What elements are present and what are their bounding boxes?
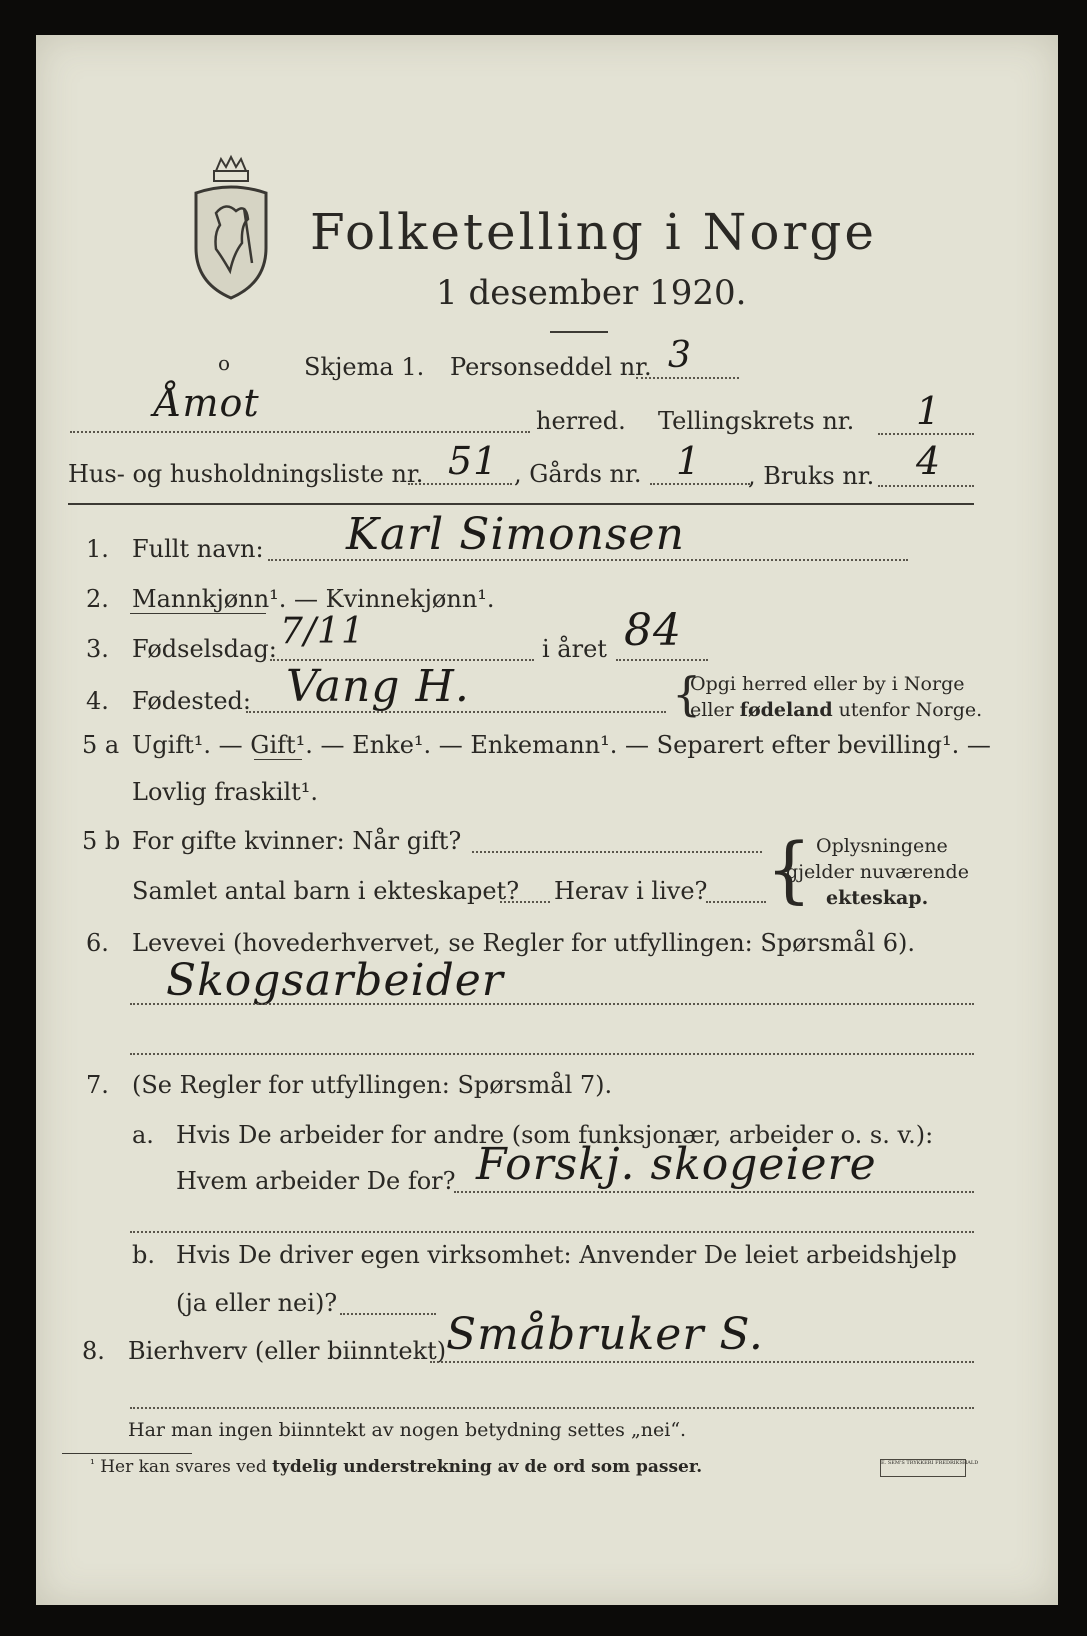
herred-label: herred.	[536, 407, 626, 435]
q7b-letter: b.	[132, 1241, 155, 1269]
q5b-note3: ekteskap.	[826, 887, 929, 909]
q5b-children-dots	[500, 901, 550, 903]
birthplace-value: Vang H.	[286, 661, 470, 712]
q7a-dots-1	[454, 1191, 974, 1193]
q8-dots-2	[130, 1407, 974, 1409]
footer-note: Har man ingen biinntekt av nogen betydning settes „nei“.	[128, 1419, 687, 1441]
q7a-dots-2	[130, 1231, 974, 1233]
footnote: $^{^1}$ Her kan svares ved tydelig understrekning av de ord som passer.	[90, 1457, 703, 1477]
q7a-line1: Hvis De arbeider for andre (som funksjonær, arbeider o. s. v.):	[176, 1121, 934, 1149]
q1-label: Fullt navn:	[132, 535, 264, 563]
gards-value: 1	[676, 439, 702, 483]
q5b-when-dots	[472, 851, 762, 853]
form-date: 1 desember 1920.	[436, 273, 747, 313]
gender-options: Mannkjønn¹. — Kvinnekjønn¹.	[132, 585, 495, 613]
bruks-label: , Bruks nr.	[748, 462, 875, 490]
tellingskrets-label: Tellingskrets nr.	[658, 407, 855, 435]
q7b-line2: (ja eller nei)?	[176, 1289, 338, 1317]
q5b-alive-dots	[706, 901, 766, 903]
q6-dots-2	[130, 1053, 974, 1055]
census-form-page	[36, 35, 1058, 1605]
q7-label: (Se Regler for utfyllingen: Spørsmål 7).	[132, 1071, 613, 1099]
q4-brace: {	[672, 667, 702, 721]
occupation-value: Skogsarbeider	[166, 955, 504, 1006]
q7a-letter: a.	[132, 1121, 154, 1149]
q5b-line1: For gifte kvinner: Når gift?	[132, 827, 462, 855]
year-label: i året	[542, 635, 607, 663]
marital-status-line2: Lovlig fraskilt¹.	[132, 778, 319, 806]
printer-stamp-text: E. SEM'S TRYKKERI FREDRIKSHALD	[881, 1460, 979, 1466]
personseddel-dots	[636, 377, 739, 379]
q3-number: 3.	[86, 635, 109, 663]
header-divider	[68, 503, 974, 505]
marital-underline	[254, 759, 302, 760]
q4-number: 4.	[86, 687, 109, 715]
q5b-note2: gjelder nuværende	[786, 861, 969, 883]
birth-year-value: 84	[624, 605, 682, 656]
husliste-label: Hus- og husholdningsliste nr.	[68, 460, 424, 488]
q7b-dots	[340, 1313, 436, 1315]
year-dots	[616, 659, 708, 661]
footnote-divider	[62, 1453, 192, 1454]
birthday-value: 7/11	[280, 611, 365, 652]
form-title: Folketelling i Norge	[310, 203, 877, 261]
gards-label: , Gårds nr.	[514, 460, 642, 488]
q5a-number: 5 a	[82, 731, 120, 759]
q5b-children-label: Samlet antal barn i ekteskapet?	[132, 877, 520, 905]
q4-label: Fødested:	[132, 687, 251, 715]
bruks-dots	[878, 485, 974, 487]
q7-number: 7.	[86, 1071, 109, 1099]
husliste-value: 51	[448, 439, 499, 483]
q4-dots	[246, 711, 666, 713]
ring-mark: o	[218, 351, 231, 375]
secondary-occupation-value: Småbruker S.	[446, 1309, 764, 1360]
q6-label: Levevei (hovederhvervet, se Regler for utfyllingen: Spørsmål 6).	[132, 929, 916, 957]
q4-note-line2: eller fødeland utenfor Norge.	[690, 699, 983, 721]
q5b-brace: {	[766, 827, 812, 911]
q6-dots-1	[130, 1003, 974, 1005]
herred-value: Åmot	[154, 381, 260, 425]
printer-stamp	[880, 1459, 979, 1477]
q7b-line1: Hvis De driver egen virksomhet: Anvender De leiet arbeidshjelp	[176, 1241, 957, 1269]
tellingskrets-value: 1	[916, 389, 942, 433]
gender-underline	[130, 613, 266, 614]
q8-label: Bierhverv (eller biinntekt)	[128, 1337, 447, 1365]
q8-number: 8.	[82, 1337, 105, 1365]
husliste-dots	[408, 483, 512, 485]
full-name-value: Karl Simonsen	[346, 509, 685, 560]
q5b-note1: Oplysningene	[816, 835, 948, 857]
personseddel-value: 3	[668, 335, 692, 376]
q7a-line2: Hvem arbeider De for?	[176, 1167, 456, 1195]
q3-label: Fødselsdag:	[132, 635, 277, 663]
personseddel-label: Personseddel nr.	[450, 353, 652, 381]
norwegian-coat-of-arms-icon	[186, 153, 276, 303]
q5b-alive-label: Herav i live?	[554, 877, 708, 905]
q5b-number: 5 b	[82, 827, 121, 855]
skjema-label: Skjema 1.	[304, 353, 425, 381]
gards-dots	[650, 483, 750, 485]
bruks-value: 4	[916, 439, 942, 483]
marital-status-options: Ugift¹. — Gift¹. — Enke¹. — Enkemann¹. — Separert efter bevilling¹. —	[132, 731, 991, 759]
herred-dots	[70, 431, 530, 433]
q1-number: 1.	[86, 535, 109, 563]
q1-dots	[268, 559, 908, 561]
q8-dots-1	[430, 1361, 974, 1363]
q2-number: 2.	[86, 585, 109, 613]
title-divider	[550, 331, 608, 333]
q4-note-line1: Opgi herred eller by i Norge	[690, 673, 965, 695]
tellingskrets-dots	[878, 433, 974, 435]
employer-value: Forskj. skogeiere	[476, 1139, 877, 1190]
q6-number: 6.	[86, 929, 109, 957]
